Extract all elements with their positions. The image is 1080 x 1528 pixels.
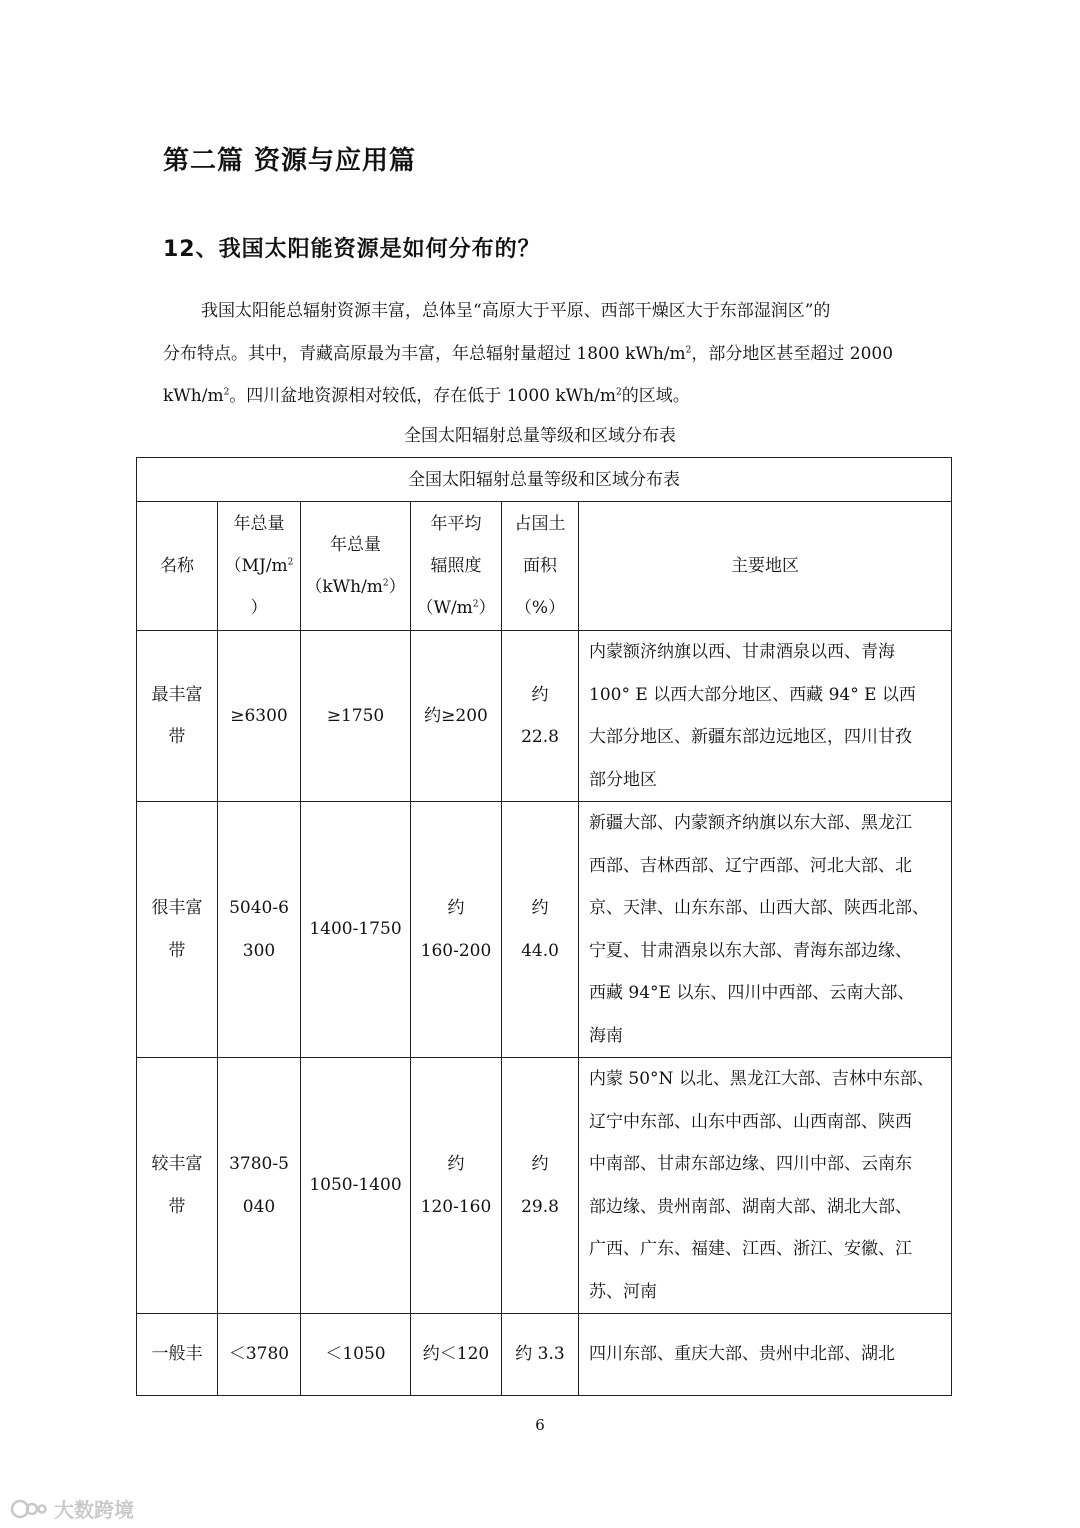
cell-regions: 内蒙额济纳旗以西、甘肃酒泉以西、青海 100° E 以西大部分地区、西藏 94° E 以西 大部分地区、新疆东部边远地区，四川甘孜 部分地区 (579, 631, 952, 802)
cell-area: 约 29.8 (502, 1058, 579, 1314)
table-row (137, 631, 952, 802)
cell-regions: 内蒙 50°N 以北、黑龙江大部、吉林中东部、 辽宁中东部、山东中西部、山西南部、陕西 中南部、甘肃东部边缘、四川中部、云南东 部边缘、贵州南部、湖南大部、湖北大部、 广西、广东、福建、江西、浙江、安徽、江 苏、河南 (579, 1058, 952, 1314)
para-line-2b: ，部分地区甚至超过 2000 (691, 343, 894, 364)
table-row (137, 1314, 952, 1396)
intro-paragraph (163, 290, 923, 418)
page-number: 6 (535, 1416, 545, 1434)
table-row (137, 1058, 952, 1314)
table-title: 全国太阳辐射总量等级和区域分布表 (137, 458, 952, 502)
cell-mj: 3780-5 040 (218, 1058, 301, 1314)
cell-kwh: 1050-1400 (301, 1058, 411, 1314)
watermark-text: 大数跨境 (54, 1498, 134, 1522)
header-annual-kwh: 年总量 $(kWh/m^2)$ (301, 502, 411, 631)
cell-name: 一般丰 (137, 1314, 218, 1396)
cell-mj: ≥6300 (218, 631, 301, 802)
cell-mj: 5040-6 300 (218, 802, 301, 1058)
cell-kwh: ≥1750 (301, 631, 411, 802)
part-title: 第二篇 资源与应用篇 (163, 146, 417, 176)
table-title-row (137, 458, 952, 502)
radiation-table (136, 457, 952, 1396)
cell-irradiance: 约＜120 (411, 1314, 502, 1396)
cell-name: 很丰富 带 (137, 802, 218, 1058)
cell-kwh: 1400-1750 (301, 802, 411, 1058)
para-line-3c: 的区域。 (621, 386, 690, 406)
para-line-1: 我国太阳能总辐射资源丰富，总体呈“高原大于平原、西部干燥区大于东部湿润区”的 (201, 301, 831, 321)
header-area-share: 占国土 面积 （%） (502, 502, 579, 631)
sup-squared: 2 (615, 387, 622, 398)
cell-area: 约 44.0 (502, 802, 579, 1058)
sup-squared: 2 (685, 344, 692, 355)
para-line-2a: 分布特点。其中，青藏高原最为丰富，年总辐射量超过 1800 kWh/m (163, 343, 686, 364)
para-line-3a: kWh/m (163, 386, 224, 406)
cell-irradiance: 约 160-200 (411, 802, 502, 1058)
para-line-3b: 。四川盆地资源相对较低，存在低于 1000 kWh/m (229, 386, 616, 406)
cell-irradiance: 约≥200 (411, 631, 502, 802)
cell-regions: 新疆大部、内蒙额齐纳旗以东大部、黑龙江 西部、吉林西部、辽宁西部、河北大部、北 京、天津、山东东部、山西大部、陕西北部、 宁夏、甘肃酒泉以东大部、青海东部边缘、 西藏 94°E 以东、四川中西部、云南大部、 海南 (579, 802, 952, 1058)
cell-kwh: ＜1050 (301, 1314, 411, 1396)
header-regions: 主要地区 (579, 502, 952, 631)
section-title: 12、我国太阳能资源是如何分布的？ (163, 237, 541, 262)
watermark (10, 1494, 134, 1523)
cell-irradiance: 约 120-160 (411, 1058, 502, 1314)
header-name: 名称 (137, 502, 218, 631)
watermark-logo-icon (10, 1498, 48, 1520)
cell-mj: ＜3780 (218, 1314, 301, 1396)
cell-name: 较丰富 带 (137, 1058, 218, 1314)
sup-squared: 2 (223, 387, 230, 398)
cell-name: 最丰富 带 (137, 631, 218, 802)
table-caption: 全国太阳辐射总量等级和区域分布表 (404, 426, 676, 446)
cell-area: 约 22.8 (502, 631, 579, 802)
table-row (137, 802, 952, 1058)
header-annual-mj: 年总量 （$MJ/m^2$ ） (218, 502, 301, 631)
header-irradiance: 年平均 辐照度 $(W/m^2)$ (411, 502, 502, 631)
table-header-row (137, 502, 952, 631)
cell-regions: 四川东部、重庆大部、贵州中北部、湖北 (579, 1314, 952, 1396)
cell-area: 约 3.3 (502, 1314, 579, 1396)
